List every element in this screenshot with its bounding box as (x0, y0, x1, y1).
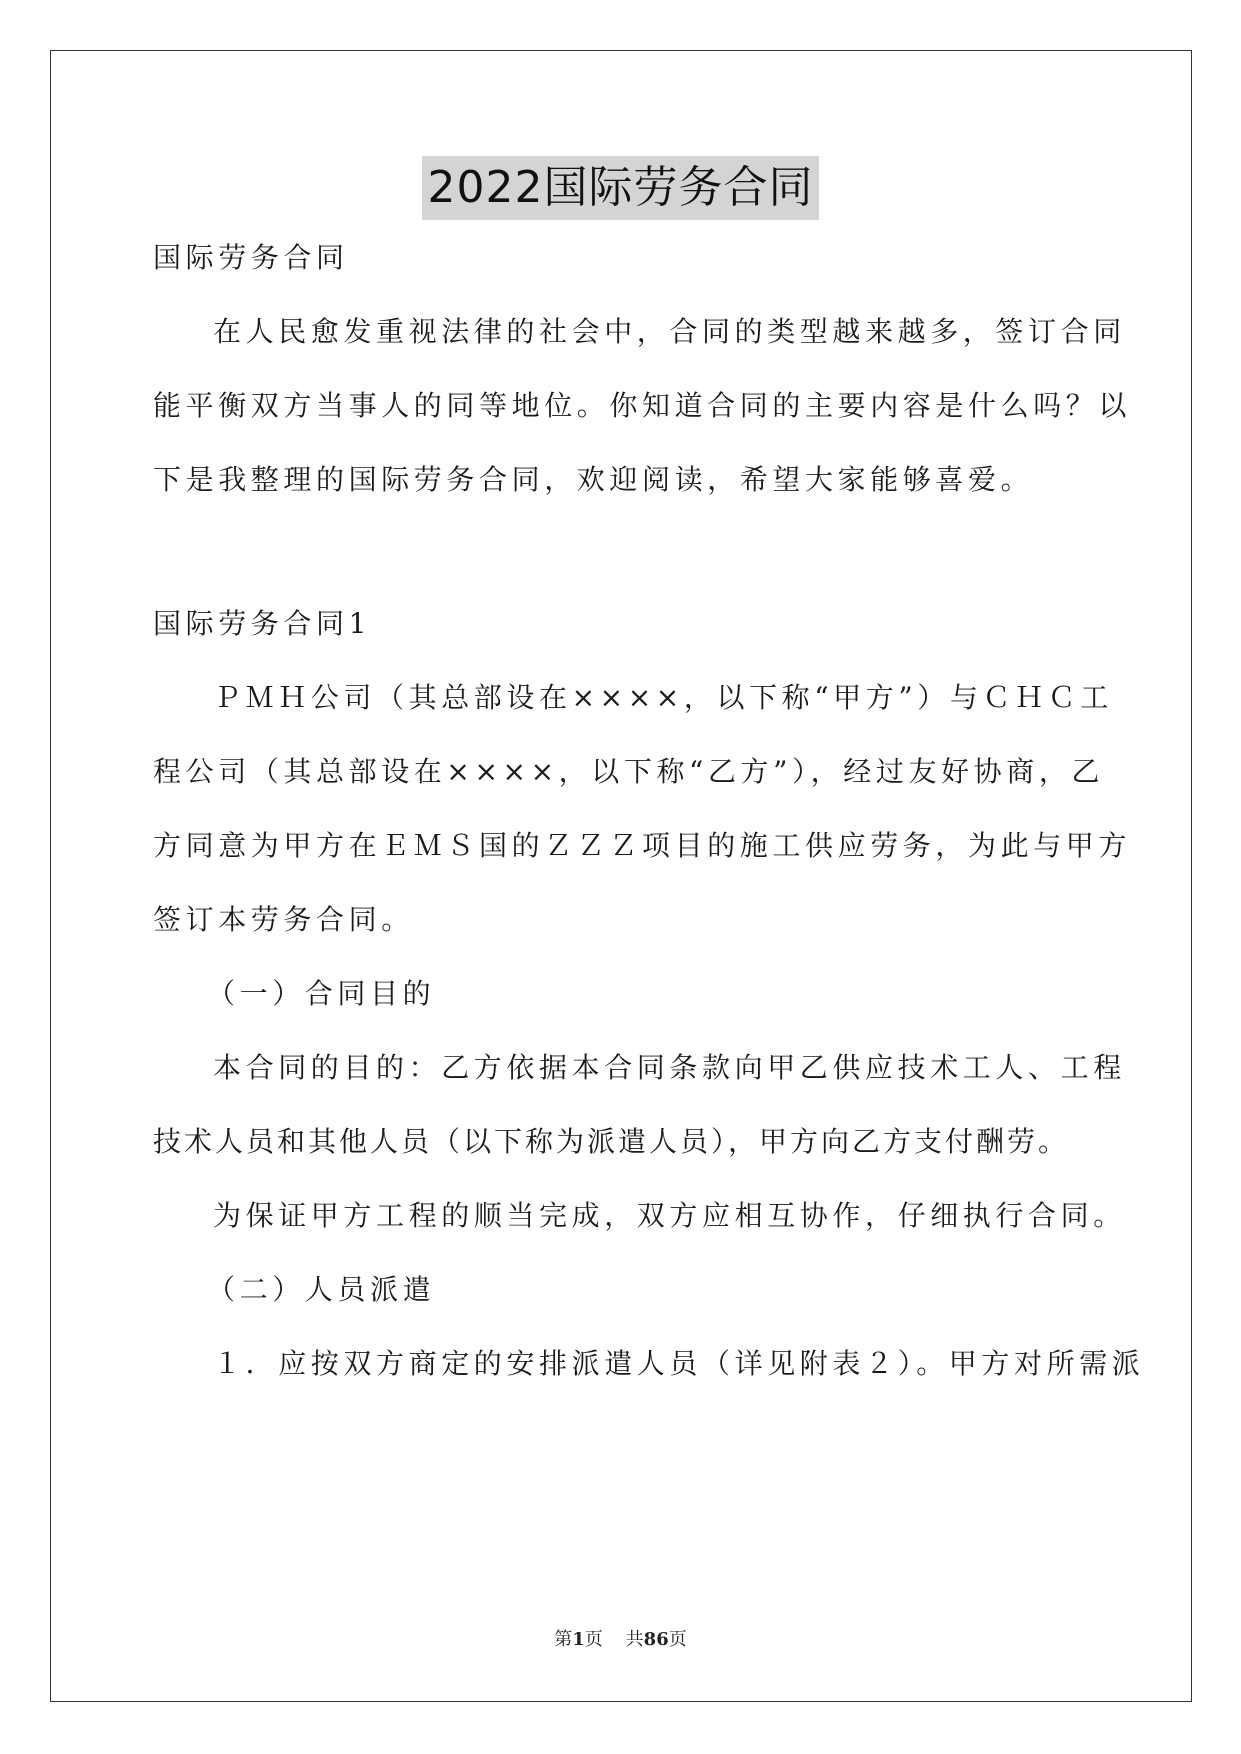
section-heading: 国际劳务合同 (153, 241, 349, 274)
document-title: 2022国际劳务合同 (422, 156, 820, 220)
clause-heading: （一）合同目的 (207, 977, 436, 1010)
paragraph-line: 为保证甲方工程的顺当完成，双方应相互协作，仔细执行合同。 (213, 1199, 1126, 1232)
total-page-count: 86 (643, 1629, 669, 1650)
footer-suffix: 页 (668, 1629, 687, 1650)
paragraph-line: 能平衡双方当事人的同等地位。你知道合同的主要内容是什么吗？以 (153, 389, 1132, 422)
page-footer (0, 1628, 1241, 1652)
footer-prefix: 第 (554, 1629, 573, 1650)
paragraph-line: ＰＭＨ公司（其总部设在××××，以下称“甲方”）与ＣＨＣ工 (213, 681, 1113, 714)
title-container (0, 156, 1241, 220)
current-page-number: 1 (572, 1629, 585, 1650)
paragraph-line: 下是我整理的国际劳务合同，欢迎阅读，希望大家能够喜爱。 (153, 463, 1034, 496)
paragraph-line: 方同意为甲方在ＥＭＳ国的ＺＺＺ项目的施工供应劳务，为此与甲方 (153, 829, 1132, 862)
paragraph-line: １．应按双方商定的安排派遣人员（详见附表２）。甲方对所需派 (213, 1347, 1145, 1380)
paragraph-line: 技术人员和其他人员（以下称为派遣人员），甲方向乙方支付酬劳。 (153, 1125, 1070, 1158)
page-border (50, 50, 1192, 1702)
paragraph-line: 本合同的目的：乙方依据本合同条款向甲乙供应技术工人、工程 (213, 1051, 1126, 1084)
paragraph-line: 在人民愈发重视法律的社会中，合同的类型越来越多，签订合同 (213, 315, 1126, 348)
paragraph-line: 签订本劳务合同。 (153, 903, 414, 936)
section-heading: 国际劳务合同1 (153, 607, 372, 640)
paragraph-line: 程公司（其总部设在××××，以下称“乙方”），经过友好协商，乙 (153, 755, 1105, 788)
footer-middle: 页 共 (584, 1629, 644, 1650)
clause-heading: （二）人员派遣 (207, 1273, 436, 1306)
